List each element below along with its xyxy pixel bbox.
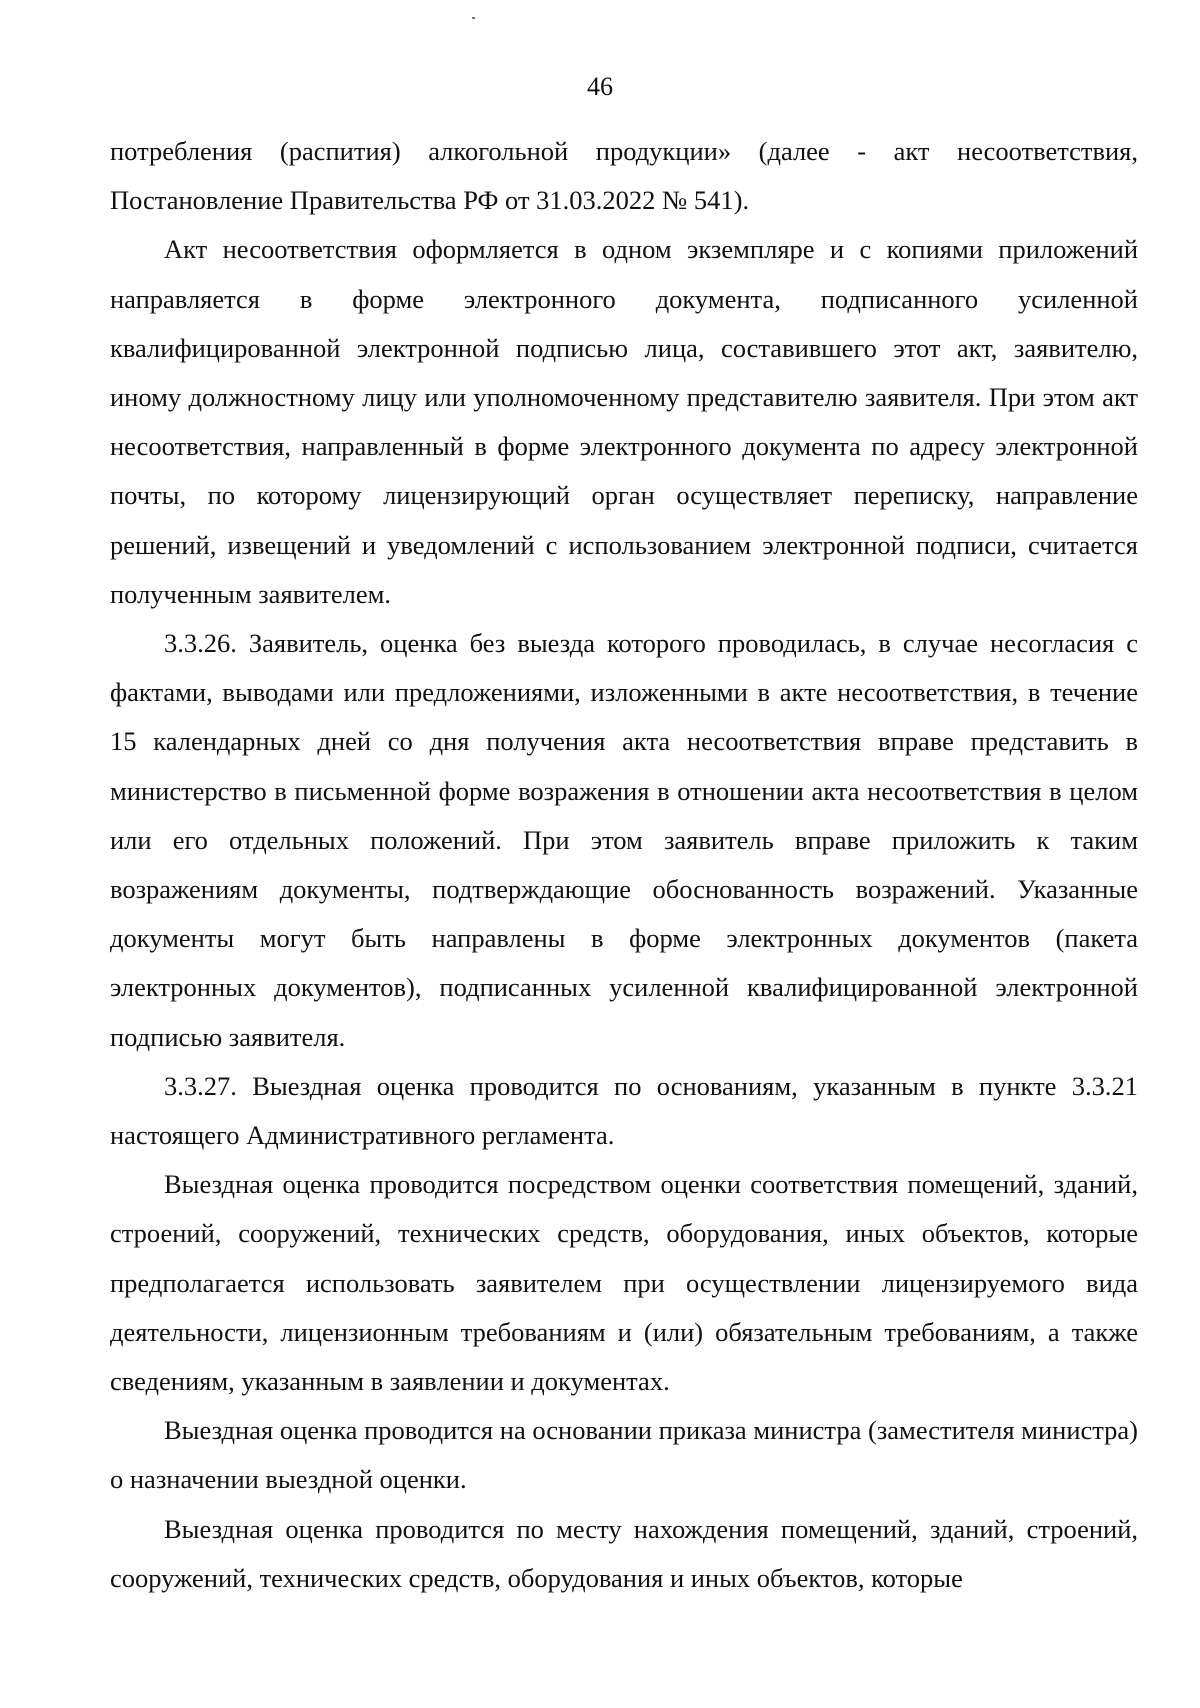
paragraph-onsite-assessment-location: Выездная оценка проводится по месту нахождения помещений, зданий, строений, сооружений, технических средств, оборудования и иных объектов, которые: [110, 1513, 1138, 1593]
scan-artifact-dot: [472, 17, 475, 19]
page-number: 46: [587, 72, 613, 101]
document-body: [110, 127, 1138, 1603]
paragraph-onsite-assessment-order: Выездная оценка проводится на основании приказа министра (заместителя министра) о назначении выездной оценки.: [110, 1415, 1138, 1495]
paragraph-continuation: потребления (распития) алкогольной продукции» (далее - акт несоответствия, Постановление Правительства РФ от 31.03.2022 № 541).: [110, 136, 1138, 216]
paragraph-3-3-27: 3.3.27. Выездная оценка проводится по основаниям, указанным в пункте 3.3.21 настоящего Административного регламента.: [110, 1070, 1138, 1151]
paragraph-onsite-assessment-method: Выездная оценка проводится посредством оценки соответствия помещений, зданий, строений, сооружений, технических средств, оборудования, иных объектов, которые предполагается использовать заявителем при осуществлении лицензируемого вида деятельности, лицензионным требованиям и (или) обязательным требованиям, а также сведениям, указанным в заявлении и документах.: [110, 1169, 1138, 1397]
paragraph-act-of-nonconformity: Акт несоответствия оформляется в одном экземпляре и с копиями приложений направляется в форме электронного документа, подписанного усиленной квалифицированной электронной подписью лица, составившего этот акт, заявителю, иному должностному лицу или уполномоченному представителю заявителя. При этом акт несоответствия, направленный в форме электронного документа по адресу электронной почты, по которому лицензирующий орган осуществляет переписку, направление решений, извещений и уведомлений с использованием электронной подписи, считается полученным заявителем.: [110, 234, 1138, 609]
paragraph-3-3-26: 3.3.26. Заявитель, оценка без выезда которого проводилась, в случае несогласия с фактами, выводами или предложениями, изложенными в акте несоответствия, в течение 15 календарных дней со дня получения акта несоответствия вправе представить в министерство в письменной форме возражения в отношении акта несоответствия в целом или его отдельных положений. При этом заявитель вправе приложить к таким возражениям документы, подтверждающие обоснованность возражений. Указанные документы могут быть направлены в форме электронных документов (пакета электронных документов), подписанных усиленной квалифицированной электронной подписью заявителя.: [110, 628, 1138, 1052]
